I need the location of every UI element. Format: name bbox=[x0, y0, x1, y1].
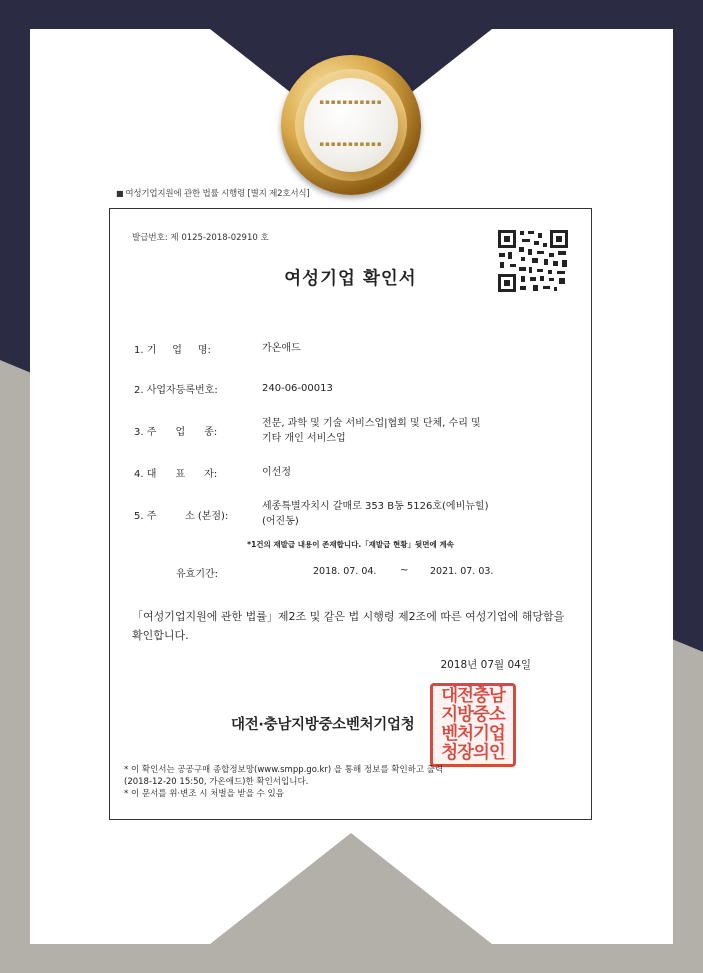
seal-line: 지방중소 bbox=[441, 705, 505, 725]
form-note-text: 여성기업지원에 관한 법률 시행령 [별지 제2호서식] bbox=[125, 189, 310, 199]
validity-label: 유효기간: bbox=[176, 569, 219, 580]
issue-number: 발급번호: 제 0125-2018-02910 호 bbox=[132, 233, 269, 243]
row-label: 4. 대 표 자: bbox=[134, 469, 218, 480]
validity-tilde: ~ bbox=[400, 565, 409, 576]
row-value: 전문, 과학 및 기술 서비스업|협회 및 단체, 수리 및 기타 개인 서비스업 bbox=[262, 418, 481, 444]
footnote bbox=[124, 764, 584, 800]
certificate-title: 여성기업 확인서 bbox=[284, 269, 417, 289]
seal-line: 벤처기업 bbox=[441, 724, 505, 744]
row-value: 이선정 bbox=[262, 467, 291, 478]
issuer-name: 대전·충남지방중소벤처기업청 bbox=[231, 717, 415, 733]
validity-to: 2021. 07. 03. bbox=[430, 566, 494, 577]
row-label: 1. 기 업 명: bbox=[134, 345, 211, 356]
footnote-line: * 이 확인서는 공공구매 종합정보망(www.smpp.go.kr) 을 통해 정보를 확인하고 출력 bbox=[124, 765, 444, 775]
validity-from: 2018. 07. 04. bbox=[313, 566, 377, 577]
medal-face bbox=[304, 78, 398, 172]
footnote-line: * 이 문서를 위·변조 시 처벌을 받을 수 있음 bbox=[124, 789, 284, 799]
gold-medal-badge bbox=[281, 55, 421, 195]
form-note bbox=[116, 187, 310, 199]
reissue-notice: *1건의 재발급 내용이 존재합니다.「재발급 현황」뒷면에 계속 bbox=[247, 540, 454, 549]
row-value: 240-06-00013 bbox=[262, 383, 333, 394]
square-bullet-icon: ■ bbox=[116, 189, 124, 198]
row-label: 2. 사업자등록번호: bbox=[134, 385, 218, 396]
row-value: 세종특별자치시 갈매로 353 B동 5126호(에비뉴힐) (어진동) bbox=[262, 501, 489, 527]
official-seal-stamp bbox=[430, 683, 516, 767]
row-label: 3. 주 업 종: bbox=[134, 427, 218, 438]
medal-dots-top: ▪▪▪▪▪▪▪▪▪▪▪ bbox=[319, 98, 383, 106]
medal-dots-bottom: ▪▪▪▪▪▪▪▪▪▪▪ bbox=[319, 140, 383, 148]
seal-line: 대전충남 bbox=[441, 686, 505, 706]
row-label: 5. 주 소 (본점): bbox=[134, 511, 229, 522]
seal-line: 청장의인 bbox=[441, 743, 505, 763]
certificate-document bbox=[109, 208, 592, 820]
footnote-line: (2018-12-20 15:50, 가온애드)한 확인서입니다. bbox=[124, 777, 309, 787]
issue-date: 2018년 07월 04일 bbox=[440, 659, 531, 671]
confirmation-statement: 「여성기업지원에 관한 법률」제2조 및 같은 법 시행령 제2조에 따른 여성기업에 해당함을 확인합니다. bbox=[132, 610, 565, 642]
row-value: 가온애드 bbox=[262, 343, 301, 354]
